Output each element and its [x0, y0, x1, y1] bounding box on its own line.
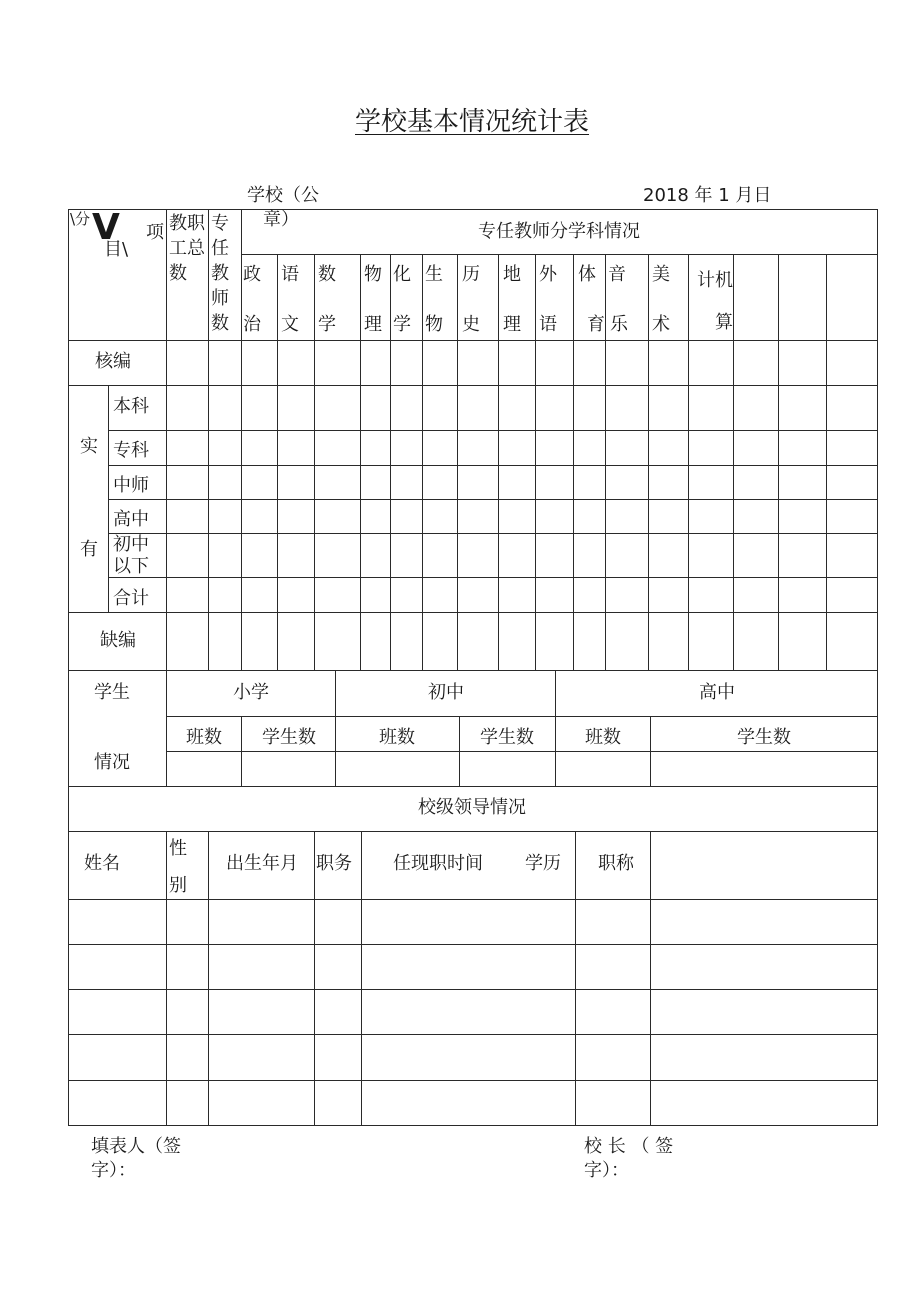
leader-tenure-header: 任现职时间 [393, 853, 483, 874]
subtotal-data-cell [648, 577, 689, 613]
leader-row-cell [208, 1034, 315, 1081]
leader-row-cell [575, 944, 651, 990]
leader-row-cell [650, 944, 878, 990]
middle-school-or-below-data-cell [208, 533, 242, 578]
quota-data-cell [826, 340, 878, 386]
normal-school-data-cell [648, 465, 689, 500]
subject-geography-label: 地 [503, 264, 521, 285]
corner-mu-label: 目\ [104, 239, 129, 260]
subject-computer-label: 计机 [697, 270, 733, 291]
high-school-data-cell [166, 499, 209, 534]
junior-college-data-cell [457, 430, 499, 466]
level-junior-label: 初中 [428, 682, 464, 703]
subject-art-label: 术 [652, 314, 670, 335]
degree-junior-college-label: 专科 [113, 440, 149, 461]
normal-school-data-cell [498, 465, 536, 500]
page-title: 学校基本情况统计表 [355, 107, 590, 137]
middle-school-or-below-data-cell [422, 533, 458, 578]
shortage-data-cell [277, 612, 315, 671]
senior-student-count-label: 学生数 [737, 727, 791, 748]
bachelor-data-cell [648, 385, 689, 431]
student-count-value-cell [335, 751, 460, 787]
middle-school-or-below-data-cell [457, 533, 499, 578]
leader-row-cell [314, 1080, 362, 1126]
shortage-data-cell [733, 612, 779, 671]
middle-school-or-below-data-cell [535, 533, 574, 578]
leader-row-cell [208, 944, 315, 990]
subtotal-data-cell [535, 577, 574, 613]
subtotal-data-cell [778, 577, 827, 613]
students-label: 情况 [94, 752, 130, 773]
shortage-data-cell [688, 612, 734, 671]
fulltime-teachers-label: 师 [211, 288, 229, 309]
subject-chinese-label: 文 [281, 314, 299, 335]
high-school-data-cell [208, 499, 242, 534]
subtotal-data-cell [390, 577, 423, 613]
shortage-data-cell [422, 612, 458, 671]
quota-data-cell [166, 340, 209, 386]
principal-signature-label: 字）： [584, 1160, 629, 1181]
normal-school-data-cell [457, 465, 499, 500]
bachelor-data-cell [390, 385, 423, 431]
leader-row-cell [68, 944, 167, 990]
fulltime-teachers-label: 数 [211, 313, 229, 334]
bachelor-data-cell [277, 385, 315, 431]
staff-total-label: 数 [169, 263, 187, 284]
leader-name-header: 姓名 [84, 853, 120, 874]
student-count-value-cell [650, 751, 878, 787]
normal-school-data-cell [778, 465, 827, 500]
subtotal-data-cell [277, 577, 315, 613]
shortage-data-cell [605, 612, 649, 671]
quota-data-cell [360, 340, 391, 386]
quota-data-cell [314, 340, 361, 386]
subject-math-label: 学 [318, 314, 336, 335]
bachelor-data-cell [605, 385, 649, 431]
subject-politics-label: 治 [243, 314, 261, 335]
normal-school-data-cell [208, 465, 242, 500]
shortage-label: 缺编 [100, 630, 136, 651]
middle-school-or-below-data-cell [688, 533, 734, 578]
subtotal-data-cell [360, 577, 391, 613]
leader-row-cell [68, 989, 167, 1035]
quota-label: 核编 [95, 351, 131, 372]
subject-politics-label: 政 [243, 264, 261, 285]
quota-data-cell [648, 340, 689, 386]
shortage-data-cell [535, 612, 574, 671]
high-school-data-cell [498, 499, 536, 534]
leader-row-cell [208, 989, 315, 1035]
junior-college-data-cell [390, 430, 423, 466]
leader-row-cell [650, 899, 878, 945]
normal-school-data-cell [390, 465, 423, 500]
leader-row-cell [575, 1034, 651, 1081]
middle-school-or-below-data-cell [605, 533, 649, 578]
junior-college-data-cell [535, 430, 574, 466]
fulltime-teachers-label: 教 [211, 263, 229, 284]
leader-row-cell [361, 1034, 576, 1081]
leader-row-cell [575, 899, 651, 945]
junior-college-data-cell [208, 430, 242, 466]
normal-school-data-cell [733, 465, 779, 500]
subject-biology-label: 生 [425, 264, 443, 285]
middle-school-or-below-data-cell [648, 533, 689, 578]
leader-rank-header: 职称 [598, 853, 634, 874]
subtotal-data-cell [166, 577, 209, 613]
degree-normal-school-label: 中师 [113, 475, 149, 496]
actual-label: 有 [80, 539, 98, 560]
normal-school-data-cell [166, 465, 209, 500]
quota-data-cell [535, 340, 574, 386]
leader-row-cell [166, 1034, 209, 1081]
bachelor-data-cell [166, 385, 209, 431]
normal-school-data-cell [277, 465, 315, 500]
shortage-data-cell [360, 612, 391, 671]
primary-class-count-label: 班数 [186, 727, 222, 748]
quota-data-cell [778, 340, 827, 386]
leader-row-cell [575, 989, 651, 1035]
quota-data-cell [457, 340, 499, 386]
subject-foreign-language-label: 外 [539, 264, 557, 285]
bachelor-data-cell [208, 385, 242, 431]
leader-row-cell [650, 1034, 878, 1081]
high-school-data-cell [390, 499, 423, 534]
leader-row-cell [68, 1080, 167, 1126]
normal-school-data-cell [241, 465, 278, 500]
leader-row-cell [166, 944, 209, 990]
subtotal-data-cell [498, 577, 536, 613]
high-school-data-cell [778, 499, 827, 534]
subtotal-data-cell [826, 577, 878, 613]
corner-xiang-label: 项 [146, 222, 164, 243]
normal-school-data-cell [573, 465, 606, 500]
subject-chemistry-label: 学 [393, 314, 411, 335]
subject-chinese-label: 语 [281, 264, 299, 285]
subject-geography-label: 理 [503, 314, 521, 335]
shortage-data-cell [498, 612, 536, 671]
bachelor-data-cell [498, 385, 536, 431]
shortage-data-cell [390, 612, 423, 671]
junior-college-data-cell [733, 430, 779, 466]
shortage-data-cell [778, 612, 827, 671]
subtotal-data-cell [573, 577, 606, 613]
subject-biology-label: 物 [425, 314, 443, 335]
middle-school-or-below-data-cell [390, 533, 423, 578]
corner-fen-label: \分 [70, 210, 91, 228]
subtotal-data-cell [241, 577, 278, 613]
bachelor-data-cell [688, 385, 734, 431]
subject-computer-label: 算 [715, 312, 733, 333]
high-school-data-cell [277, 499, 315, 534]
middle-school-or-below-data-cell [573, 533, 606, 578]
leader-row-cell [166, 1080, 209, 1126]
normal-school-data-cell [314, 465, 361, 500]
primary-student-count-label: 学生数 [262, 727, 316, 748]
normal-school-data-cell [826, 465, 878, 500]
middle-school-or-below-data-cell [826, 533, 878, 578]
middle-school-or-below-data-cell [733, 533, 779, 578]
high-school-data-cell [573, 499, 606, 534]
shortage-data-cell [648, 612, 689, 671]
subject-group-title: 专任教师分学科情况 [478, 221, 640, 242]
leader-row-cell [314, 944, 362, 990]
junior-college-data-cell [166, 430, 209, 466]
bachelor-data-cell [422, 385, 458, 431]
junior-college-data-cell [826, 430, 878, 466]
high-school-data-cell [826, 499, 878, 534]
actual-label-cell [68, 385, 109, 613]
high-school-data-cell [605, 499, 649, 534]
subject-physics-label: 物 [364, 264, 382, 285]
subject-physics-label: 理 [364, 314, 382, 335]
leader-position-header: 职务 [316, 853, 352, 874]
high-school-data-cell [648, 499, 689, 534]
subject-foreign-language-label: 语 [539, 314, 557, 335]
leader-row-cell [68, 899, 167, 945]
leader-row-cell [208, 1080, 315, 1126]
junior-college-data-cell [277, 430, 315, 466]
junior-college-data-cell [778, 430, 827, 466]
subject-header-cell [778, 254, 827, 341]
senior-class-count-label: 班数 [585, 727, 621, 748]
student-count-value-cell [555, 751, 651, 787]
leader-education-header: 学历 [525, 853, 561, 874]
bachelor-data-cell [314, 385, 361, 431]
leader-row-cell [208, 899, 315, 945]
leader-gender-header: 性 [169, 838, 187, 859]
bachelor-data-cell [457, 385, 499, 431]
normal-school-data-cell [360, 465, 391, 500]
shortage-data-cell [314, 612, 361, 671]
junior-class-count-label: 班数 [379, 727, 415, 748]
quota-data-cell [277, 340, 315, 386]
high-school-data-cell [535, 499, 574, 534]
high-school-data-cell [733, 499, 779, 534]
corner-diagonal-mark: V [92, 207, 120, 248]
degree-middle-school-below-label: 以下 [113, 556, 149, 577]
bachelor-data-cell [826, 385, 878, 431]
subject-header-cell [733, 254, 779, 341]
filler-signature-label: 字）： [91, 1160, 136, 1181]
normal-school-data-cell [422, 465, 458, 500]
high-school-data-cell [360, 499, 391, 534]
leader-row-cell [650, 1080, 878, 1126]
quota-data-cell [390, 340, 423, 386]
shortage-data-cell [166, 612, 209, 671]
normal-school-data-cell [688, 465, 734, 500]
quota-data-cell [733, 340, 779, 386]
subtotal-data-cell [605, 577, 649, 613]
student-count-value-cell [241, 751, 336, 787]
high-school-data-cell [688, 499, 734, 534]
subject-history-label: 史 [462, 314, 480, 335]
high-school-data-cell [422, 499, 458, 534]
quota-data-cell [688, 340, 734, 386]
high-school-data-cell [314, 499, 361, 534]
staff-total-label: 教职 [169, 213, 205, 234]
bachelor-data-cell [778, 385, 827, 431]
subtotal-data-cell [208, 577, 242, 613]
subject-history-label: 历 [462, 264, 480, 285]
leader-row-cell [68, 1034, 167, 1081]
junior-college-data-cell [573, 430, 606, 466]
student-count-value-cell [459, 751, 556, 787]
subject-header-cell [826, 254, 878, 341]
quota-data-cell [422, 340, 458, 386]
leader-birth-header: 出生年月 [226, 853, 298, 874]
leaders-section-title: 校级领导情况 [418, 797, 526, 818]
subtotal-data-cell [688, 577, 734, 613]
fulltime-teachers-label: 专 [211, 213, 229, 234]
high-school-data-cell [241, 499, 278, 534]
subtotal-data-cell [422, 577, 458, 613]
junior-student-count-label: 学生数 [480, 727, 534, 748]
junior-college-data-cell [605, 430, 649, 466]
middle-school-or-below-data-cell [778, 533, 827, 578]
subtotal-data-cell [314, 577, 361, 613]
bachelor-data-cell [241, 385, 278, 431]
leader-row-cell [361, 944, 576, 990]
leader-row-cell [166, 989, 209, 1035]
degree-high-school-label: 高中 [113, 509, 149, 530]
level-senior-label: 高中 [699, 682, 735, 703]
bachelor-data-cell [573, 385, 606, 431]
leader-row-cell [314, 1034, 362, 1081]
staff-total-label: 工总 [169, 238, 205, 259]
quota-data-cell [498, 340, 536, 386]
junior-college-data-cell [422, 430, 458, 466]
leader-gender-header: 别 [169, 875, 187, 896]
subject-chemistry-label: 化 [393, 264, 411, 285]
school-seal-label: 学校（公 [247, 185, 319, 206]
school-seal-label-end: 章） [263, 209, 299, 230]
leader-row-cell [361, 1080, 576, 1126]
principal-signature-label: 校 长 （ 签 [584, 1136, 674, 1157]
middle-school-or-below-data-cell [314, 533, 361, 578]
subject-music-label: 乐 [610, 314, 628, 335]
subject-music-label: 音 [608, 264, 626, 285]
subject-pe-label: 体 [578, 264, 596, 285]
leader-row-cell [314, 989, 362, 1035]
student-count-value-cell [166, 751, 242, 787]
junior-college-data-cell [241, 430, 278, 466]
subtotal-data-cell [457, 577, 499, 613]
normal-school-data-cell [605, 465, 649, 500]
quota-data-cell [208, 340, 242, 386]
junior-college-data-cell [360, 430, 391, 466]
degree-middle-school-below-label: 初中 [113, 534, 149, 555]
middle-school-or-below-data-cell [166, 533, 209, 578]
junior-college-data-cell [648, 430, 689, 466]
degree-total-label: 合计 [113, 588, 149, 609]
degree-bachelor-label: 本科 [113, 396, 149, 417]
quota-data-cell [573, 340, 606, 386]
junior-college-data-cell [688, 430, 734, 466]
leader-row-cell [650, 989, 878, 1035]
junior-college-data-cell [314, 430, 361, 466]
middle-school-or-below-data-cell [360, 533, 391, 578]
subject-math-label: 数 [318, 264, 336, 285]
bachelor-data-cell [733, 385, 779, 431]
report-date: 2018 年 1 月日 [643, 185, 772, 206]
bachelor-data-cell [535, 385, 574, 431]
shortage-data-cell [573, 612, 606, 671]
middle-school-or-below-data-cell [498, 533, 536, 578]
quota-data-cell [605, 340, 649, 386]
leader-row-cell [166, 899, 209, 945]
actual-label: 实 [80, 436, 98, 457]
quota-data-cell [241, 340, 278, 386]
high-school-data-cell [457, 499, 499, 534]
leader-row-cell [314, 899, 362, 945]
shortage-data-cell [241, 612, 278, 671]
middle-school-or-below-data-cell [241, 533, 278, 578]
students-label: 学生 [94, 682, 130, 703]
subtotal-data-cell [733, 577, 779, 613]
filler-signature-label: 填表人（签 [91, 1136, 181, 1157]
subject-pe-label: 育 [587, 314, 605, 335]
leader-row-cell [575, 1080, 651, 1126]
shortage-data-cell [457, 612, 499, 671]
leader-row-cell [361, 989, 576, 1035]
level-primary-label: 小学 [233, 682, 269, 703]
junior-college-data-cell [498, 430, 536, 466]
leader-row-cell [361, 899, 576, 945]
leader-header-cell [650, 831, 878, 900]
normal-school-data-cell [535, 465, 574, 500]
shortage-data-cell [826, 612, 878, 671]
bachelor-data-cell [360, 385, 391, 431]
fulltime-teachers-label: 任 [211, 238, 229, 259]
subject-art-label: 美 [652, 264, 670, 285]
shortage-data-cell [208, 612, 242, 671]
middle-school-or-below-data-cell [277, 533, 315, 578]
